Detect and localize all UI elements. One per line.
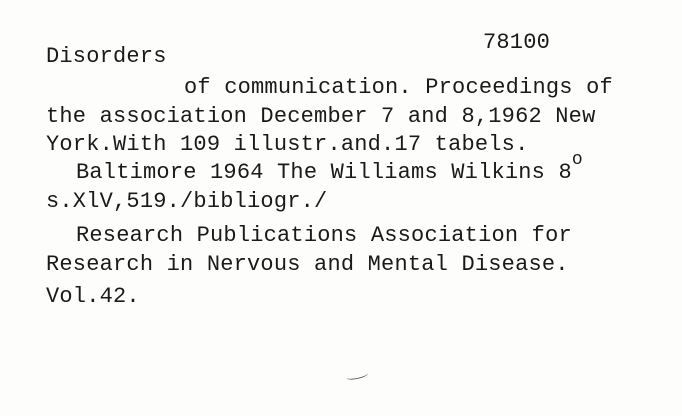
imprint-text: Baltimore 1964 The Williams Wilkins 8 (76, 160, 572, 185)
card-line: of communication. Proceedings of (184, 75, 613, 100)
card-heading: Disorders (46, 44, 167, 69)
card-line: Vol.42. (46, 284, 140, 309)
format-superscript: o (571, 150, 583, 170)
card-line: the association December 7 and 8,1962 New (46, 104, 596, 129)
card-line-imprint (76, 150, 583, 189)
card-line: s.XlV,519./bibliogr./ (46, 189, 328, 214)
card-line: Research Publications Association for (76, 223, 572, 248)
pen-mark (346, 370, 369, 381)
card-line: Research in Nervous and Mental Disease. (46, 252, 569, 277)
card-line: York.With 109 illustr.and.17 tabels. (46, 132, 529, 157)
catalog-number: 78100 (483, 30, 551, 55)
